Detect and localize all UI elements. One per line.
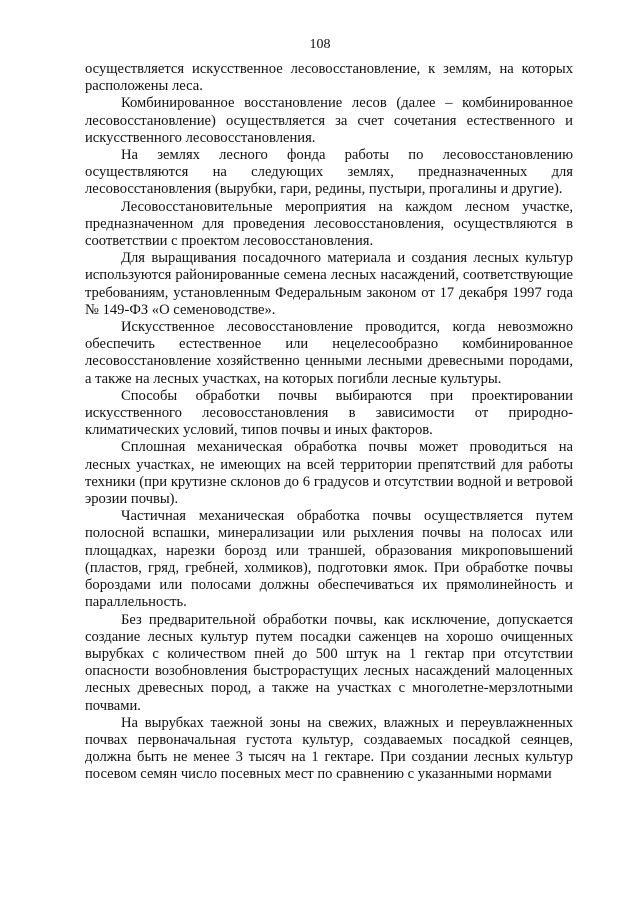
paragraph-restoration-measures: Лесовосстановительные мероприятия на каждом лесном участке, предназначенном для проведения лесовосстановления, осуществляются в соответствии с проектом лесовосстановления. xyxy=(85,198,573,250)
paragraph-continuous-treatment: Сплошная механическая обработка почвы может проводиться на лесных участках, не имеющих на всей территории препятствий для работы техники (при крутизне склонов до 6 градусов и отсутствии водной и ветровой эрозии почвы). xyxy=(85,439,573,508)
paragraph-taiga-density: На вырубках таежной зоны на свежих, влажных и переувлажненных почвах первоначальная густота культур, создаваемых посадкой сеянцев, должна быть не менее 3 тысяч на 1 гектаре. При создании лесных культур посевом семян число посевных мест по сравнению с указанными нормами xyxy=(85,714,573,783)
paragraph-combined-restoration: Комбинированное восстановление лесов (далее – комбинированное лесовосстановление) осуществляется за счет сочетания естественного и искусственного лесовосстановления. xyxy=(85,95,573,146)
paragraph-partial-treatment: Частичная механическая обработка почвы осуществляется путем полосной вспашки, минерализации или рыхления почвы на полосах или площадках, нарезки борозд или траншей, образования микроповышений (пластов, гряд, гребней, холмиков), подготовки ямок. При обработке почвы бороздами или полосами должны обеспечиваться их прямолинейность и параллельность. xyxy=(85,508,573,611)
page-number: 108 xyxy=(309,37,331,52)
paragraph-soil-treatment-methods: Способы обработки почвы выбираются при проектировании искусственного лесовосстановления в зависимости от природно-климатических условий, типов почвы и иных факторов. xyxy=(85,387,573,439)
paragraph-seed-material: Для выращивания посадочного материала и создания лесных культур используются районированные семена лесных насаждений, соответствующие требованиям, установленным Федеральным законом от 17 декабря 1997 года № 149-ФЗ «О семеноводстве». xyxy=(85,250,573,318)
paragraph-no-pretreatment: Без предварительной обработки почвы, как исключение, допускается создание лесных культур путем посадки саженцев на хорошо очищенных вырубках с количеством пней до 500 штук на 1 гектар при отсутствии опасности возобновления быстрорастущих лесных насаждений малоценных лесных древесных пород, а также на участках с многолетне-мерзлотными почвами. xyxy=(85,611,573,714)
paragraph-forest-fund-lands: На землях лесного фонда работы по лесовосстановлению осуществляются на следующих землях, предназначенных для лесовосстановления (вырубки, гари, редины, пустыри, прогалины и другие). xyxy=(85,147,573,198)
paragraph-continuation: осуществляется искусственное лесовосстановление, к землям, на которых расположены леса. xyxy=(85,61,573,95)
body-text xyxy=(85,61,573,784)
paragraph-artificial-restoration: Искусственное лесовосстановление проводится, когда невозможно обеспечить естественное или нецелесообразно комбинированное лесовосстановление хозяйственно ценными лесными древесными породами, а также на лесных участках, на которых погибли лесные культуры. xyxy=(85,319,573,387)
